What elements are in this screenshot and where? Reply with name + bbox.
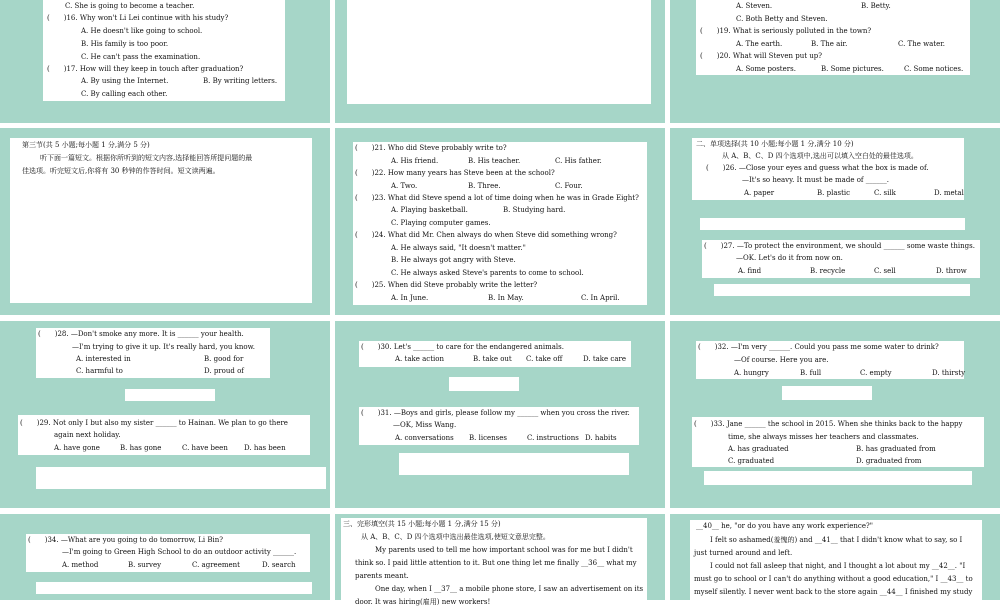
option-line: A. have gone [54,444,100,452]
page-panel-7 [0,321,330,508]
option-line: C. In April. [581,294,620,302]
option-line: B. plastic [817,189,851,197]
section-header: 第三节(共 5 小题;每小题 1 分,满分 5 分) [22,141,150,149]
option-line: D. metal [934,189,964,197]
option-line: D. thirsty [932,369,966,377]
page-panel-3 [670,0,1000,123]
answer-space [714,284,970,296]
option-line: B. The air. [811,40,848,48]
answer-space [36,467,326,489]
question-25: ( )25. When did Steve probably write the letter? [355,281,538,289]
instruction-text: 从 A、B、C、D 四个选项中选出最佳选项,使短文意思完整。 [361,533,550,541]
question-card [26,534,310,572]
option-line: C. have been [182,444,228,452]
answer-space [36,582,312,594]
question-29: ( )29. Not only I but also my sister ______ to Hainan. We plan to go there [20,419,288,427]
question-16: ( )16. Why won't Li Lei continue with his study? [47,14,229,22]
question-26: ( )26. —Close your eyes and guess what the box is made of. [706,164,929,172]
option-line: C. He can't pass the examination. [81,53,201,61]
question-27: ( )27. —To protect the environment, we should ______ some waste things. [704,242,975,250]
option-line: C. Both Betty and Steven. [736,15,828,23]
passage-line: myself silently. I never went back to the store again __44__ I finished my study [694,588,973,596]
option-line: C. empty [860,369,892,377]
question-33: ( )33. Jane ______ the school in 2015. When she thinks back to the happy [694,420,963,428]
question-28-reply: —I'm trying to give it up. It's really hard, you know. [72,343,255,351]
passage-line: My parents used to tell me how important school was for me but I didn't [375,546,633,554]
question-28: ( )28. —Don't smoke any more. It is ______ your health. [38,330,244,338]
option-line: C. agreement [192,561,240,569]
option-line: D. graduated from [856,457,922,465]
section-header: 二、单项选择(共 10 小题;每小题 1 分,满分 10 分) [696,140,854,148]
option-line: B. survey [128,561,162,569]
question-31: ( )31. —Boys and girls, please follow my ______ when you cross the river. [361,409,630,417]
option-line: B. His teacher. [468,157,521,165]
instruction-text: 从 A、B、C、D 四个选项中,选出可以填入空白处的最佳选项。 [722,152,918,160]
question-card [353,142,647,305]
option-line: B. has gone [120,444,162,452]
answer-space [449,377,519,391]
blank-card [10,178,312,303]
option-line: B. In May. [488,294,524,302]
option-line: C. Playing computer games. [391,219,491,227]
option-line: B. recycle [810,267,846,275]
option-line: C. The water. [898,40,946,48]
section-card [692,138,964,200]
question-card [692,417,984,467]
page-panel-9 [670,321,1000,508]
question-card [359,341,631,367]
question-29-cont: again next holiday. [54,431,121,439]
option-line: A. method [62,561,99,569]
instruction-text: 佳选项。听完短文后,你将有 30 秒钟的作答时间。短文读两遍。 [22,167,220,175]
question-23: ( )23. What did Steve spend a lot of time doing when he was in Grade Eight? [355,194,639,202]
passage-line: door. It was hiring(雇用) new workers! [355,598,491,606]
option-line: A. The earth. [736,40,783,48]
question-card [18,415,310,455]
option-line: B. take out [473,355,512,363]
option-line: D. has been [244,444,286,452]
answer-space [782,386,872,400]
option-line: A. In June. [391,294,429,302]
section-header: 三、完形填空(共 15 小题;每小题 1 分,满分 15 分) [343,520,501,528]
question-21: ( )21. Who did Steve probably write to? [355,144,507,152]
question-33-cont: time, she always misses her teachers and classmates. [728,433,919,441]
answer-space [125,389,215,401]
page-panel-12 [670,514,1000,600]
page-panel-6 [670,128,1000,315]
option-line: A. His friend. [391,157,439,165]
passage-line: I could not fall asleep that night, and I thought a lot about my __42__. "I [710,562,966,570]
option-line: C. By calling each other. [81,90,168,98]
option-line: B. Three. [468,182,501,190]
passage-line: must go to school or I can't do anything without a good education," I __43__ to [694,575,973,583]
option-line: C. harmful to [76,367,123,375]
option-line: A. take action [395,355,444,363]
option-line: A. Two. [391,182,418,190]
option-line: D. take care [583,355,626,363]
cloze-card [341,518,647,606]
question-22: ( )22. How many years has Steve been at the school? [355,169,555,177]
option-line: A. conversations [395,434,454,442]
question-20: ( )20. What will Steven put up? [700,52,823,60]
instruction-text: 听下面一篇短文。根据你所听到的短文内容,选择能回答所提问题的最 [40,154,253,162]
option-line: A. By using the Internet. [81,77,169,85]
option-line: C. His father. [555,157,602,165]
option-line: C. sell [874,267,896,275]
answer-space [704,471,972,485]
page-panel-10 [0,514,330,600]
question-34-reply: —I'm going to Green High School to do an outdoor activity ______. [62,548,297,556]
passage-line: think so. I paid little attention to it. But one thing let me finally __36__ what my [355,559,637,567]
option-line: A. Some posters. [736,65,796,73]
option-line: C. He always asked Steve's parents to come to school. [391,269,584,277]
option-line: B. Studying hard. [503,206,566,214]
page-panel-8 [335,321,665,508]
option-line: C. Some notices. [904,65,964,73]
option-line: A. He doesn't like going to school. [81,27,203,35]
question-31-reply: —OK, Miss Wang. [393,421,457,429]
option-line: A. interested in [76,355,131,363]
question-26-reply: —It's so heavy. It must be made of ______. [742,176,889,184]
page-panel-2 [335,0,665,123]
page-panel-5 [335,128,665,315]
question-24: ( )24. What did Mr. Chen always do when Steve did something wrong? [355,231,617,239]
question-card [36,328,270,378]
question-27-reply: —OK. Let's do it from now on. [736,254,843,262]
option-line: A. hungry [734,369,769,377]
option-line: A. paper [744,189,775,197]
question-card [43,0,285,101]
page-panel-11 [335,514,665,606]
question-card [702,240,980,278]
answer-space [700,218,965,230]
option-line: B. good for [204,355,244,363]
option-line: A. find [738,267,762,275]
cloze-card [690,520,982,600]
option-line: B. His family is too poor. [81,40,169,48]
question-30: ( )30. Let's ______ to care for the endangered animals. [361,343,564,351]
option-line: A. Steven. [736,2,773,10]
option-line: B. Betty. [861,2,891,10]
option-line: D. proud of [204,367,244,375]
option-line: A. Playing basketball. [391,206,468,214]
option-line: C. instructions [527,434,579,442]
answer-space [399,453,629,475]
option-line: B. He always got angry with Steve. [391,256,516,264]
question-card [696,0,970,75]
page-panel-1 [0,0,330,123]
question-32: ( )32. —I'm very ______. Could you pass me some water to drink? [698,343,939,351]
question-card [696,341,964,379]
option-line: A. has graduated [728,445,789,453]
passage-line: parents meant. [355,572,409,580]
option-line: C. silk [874,189,896,197]
option-line: D. throw [936,267,967,275]
option-line: B. full [800,369,822,377]
option-line: B. licenses [469,434,507,442]
option-line: B. Some pictures. [821,65,884,73]
option-line: D. habits [585,434,617,442]
option-line: C. take off [526,355,563,363]
option-line: C. She is going to become a teacher. [65,2,195,10]
blank-card [347,0,651,104]
option-line: D. search [262,561,296,569]
page-panel-4 [0,128,330,315]
passage-line: just turned around and left. [694,549,793,557]
option-line: B. has graduated from [856,445,936,453]
question-32-reply: —Of course. Here you are. [734,356,829,364]
option-line: A. He always said, "It doesn't matter." [391,244,526,252]
question-19: ( )19. What is seriously polluted in the town? [700,27,872,35]
option-line: B. By writing letters. [203,77,278,85]
option-line: C. Four. [555,182,583,190]
passage-line: I felt so ashamed(羞愧的) and __41__ that I didn't know what to say, so I [710,536,963,544]
question-34: ( )34. —What are you going to do tomorrow, Li Bin? [28,536,223,544]
passage-line: One day, when I __37__ a mobile phone store, I saw an advertisement on its [375,585,644,593]
option-line: C. graduated [728,457,775,465]
passage-line: __40__ he, "or do you have any work experience?" [696,522,873,530]
question-17: ( )17. How will they keep in touch after graduation? [47,65,244,73]
question-card [359,407,639,445]
